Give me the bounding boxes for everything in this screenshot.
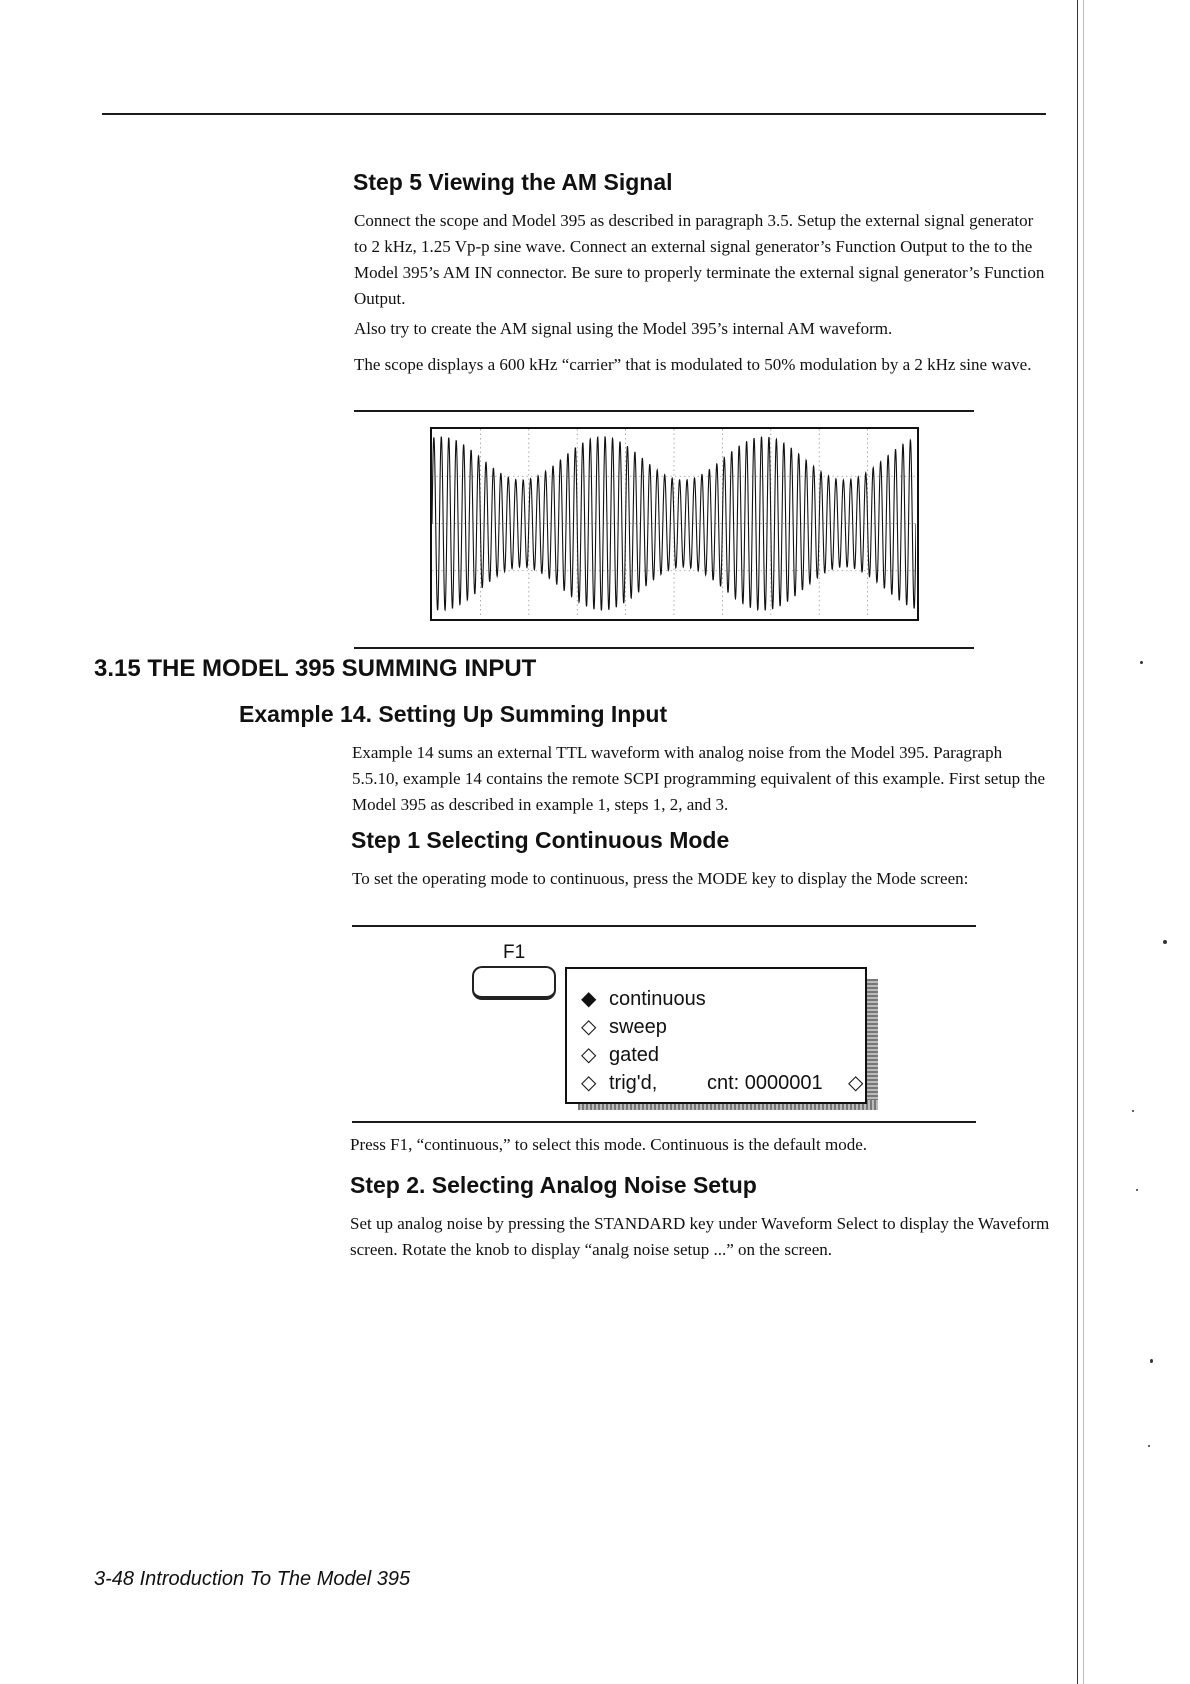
scope-bottom-rule [354, 647, 974, 649]
unselected-diamond-icon: ◇ [581, 1016, 597, 1038]
selected-diamond-icon: ◆ [581, 988, 597, 1010]
mode-option-sweep[interactable] [581, 1013, 667, 1041]
scan-speck [1163, 940, 1167, 944]
mode-option-gated[interactable] [581, 1041, 659, 1069]
scan-speck [1140, 661, 1143, 664]
step2-paragraph: Set up analog noise by pressing the STANDARD key under Waveform Select to display the Waveform screen. Rotate the knob to display “analg noise setup ...” on the screen. [350, 1214, 1050, 1259]
mode-option-continuous[interactable] [581, 985, 706, 1013]
step1-paragraph: To set the operating mode to continuous, press the MODE key to display the Mode screen: [352, 869, 969, 888]
step2-heading: Step 2. Selecting Analog Noise Setup [350, 1172, 757, 1198]
mode-option-label: sweep [609, 1016, 667, 1038]
scan-speck [1148, 1445, 1150, 1447]
top-rule [102, 113, 1046, 115]
example14-paragraph: Example 14 sums an external TTL waveform with analog noise from the Model 395. Paragraph 5.5.10, example 14 contains the remote SCPI programming equivalent of this example. First setup the Model 395 as described in example 1, steps 1, 2, and 3. [352, 743, 1046, 814]
scope-display [430, 427, 919, 621]
am-waveform-plot [432, 429, 916, 618]
step5-paragraph-1: Connect the scope and Model 395 as described in paragraph 3.5. Setup the external signal generator to 2 kHz, 1.25 Vp-p sine wave. Connect an external signal generator’s Function Output to the to the Model 395’s AM IN connector. Be sure to properly terminate the external signal generator’s Function Output. [354, 211, 1045, 308]
scan-edge-line [1077, 0, 1078, 1684]
mode-top-rule [352, 925, 976, 927]
count-edit-diamond-icon: ◇ [848, 1072, 864, 1094]
mode-bottom-rule [352, 1121, 976, 1123]
press-f1-note: Press F1, “continuous,” to select this mode. Continuous is the default mode. [350, 1135, 868, 1154]
scan-speck [1136, 1189, 1138, 1191]
unselected-diamond-icon: ◇ [581, 1044, 597, 1066]
mode-option-label: gated [609, 1044, 660, 1066]
scope-top-rule [354, 410, 974, 412]
step5-paragraph-3: The scope displays a 600 kHz “carrier” that is modulated to 50% modulation by a 2 kHz sine wave. [354, 355, 1032, 374]
scan-edge-line [1083, 0, 1084, 1684]
mode-option-label: trig'd, [609, 1072, 658, 1094]
page-footer: 3-48 Introduction To The Model 395 [94, 1568, 411, 1590]
trigger-count-value: cnt: 0000001 [707, 1072, 823, 1094]
step1-heading: Step 1 Selecting Continuous Mode [351, 827, 730, 853]
scan-speck [1150, 1359, 1153, 1363]
mode-screen [565, 967, 867, 1104]
step5-heading: Step 5 Viewing the AM Signal [353, 169, 673, 195]
scan-speck [1132, 1110, 1134, 1112]
mode-option-label: continuous [609, 988, 706, 1010]
section-heading: 3.15 THE MODEL 395 SUMMING INPUT [94, 655, 537, 682]
f1-softkey[interactable] [472, 966, 556, 1000]
unselected-diamond-icon: ◇ [581, 1072, 597, 1094]
example14-heading: Example 14. Setting Up Summing Input [239, 701, 668, 727]
mode-option-triggered[interactable] [581, 1069, 864, 1097]
step5-paragraph-2: Also try to create the AM signal using the Model 395’s internal AM waveform. [354, 319, 893, 338]
f1-label: F1 [503, 942, 526, 963]
